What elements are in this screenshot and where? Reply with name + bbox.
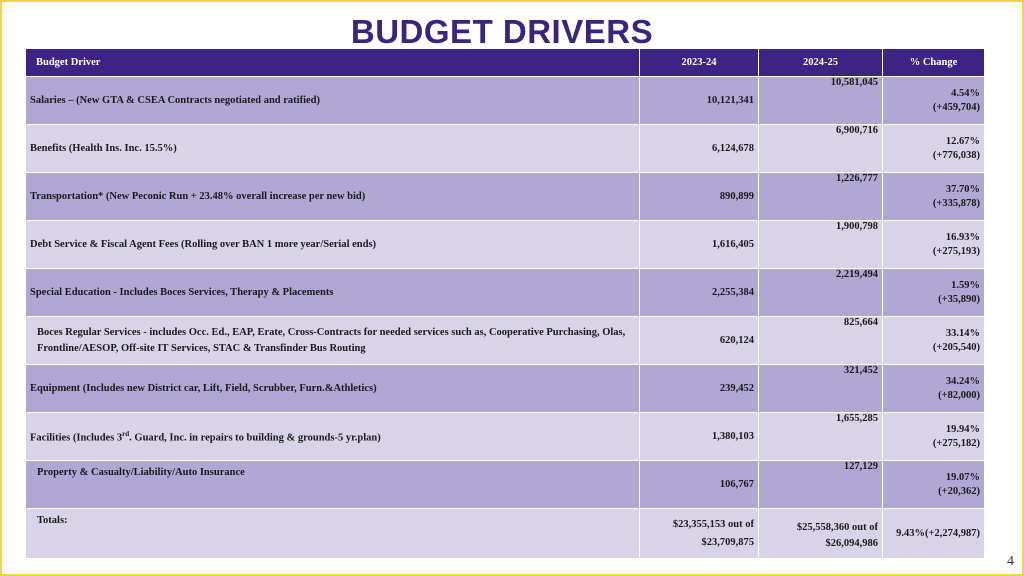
header-2023-24: 2023-24 [640,49,759,77]
table-row [26,125,985,173]
page-number: 4 [1007,554,1014,569]
row-2024-value: 1,655,285 [759,413,883,461]
row-change [883,461,985,509]
header-percent-change: % Change [883,49,985,77]
change-percent: 12.67% [945,135,980,147]
row-2024-value: 1,226,777 [759,173,883,221]
row-change [883,173,985,221]
row-driver: Salaries – (New GTA & CSEA Contracts negotiated and ratified) [26,77,640,125]
row-driver: Transportation* (New Peconic Run + 23.48% overall increase per new bid) [26,173,640,221]
change-amount: (+82,000) [938,389,980,401]
budget-table [25,48,985,559]
change-percent: 19.07% [945,471,980,483]
change-amount: (+20,362) [938,485,980,497]
change-percent: 34.24% [945,375,980,387]
row-change [883,77,985,125]
table-row [26,461,985,509]
table-row [26,413,985,461]
row-driver: Property & Casualty/Liability/Auto Insurance [26,461,640,509]
row-2023-value: 2,255,384 [640,269,759,317]
totals-label: Totals: [26,509,640,559]
row-2023-value: 1,380,103 [640,413,759,461]
change-amount: (+275,182) [932,437,980,449]
change-amount: (+35,890) [938,293,980,305]
totals-2023 [640,509,759,559]
row-change [883,413,985,461]
header-budget-driver: Budget Driver [26,49,640,77]
change-amount: (+776,038) [932,149,980,161]
row-2024-value: 825,664 [759,317,883,365]
totals-2023-line1: $23,355,153 out of [672,518,754,530]
change-amount: (+459,704) [932,101,980,113]
row-driver [26,413,640,461]
row-2024-value: 127,129 [759,461,883,509]
row-2023-value: 106,767 [640,461,759,509]
row-change [883,317,985,365]
totals-row [26,509,985,559]
driver-text-start: Facilities (Includes 3 [30,432,123,444]
header-2024-25: 2024-25 [759,49,883,77]
row-2023-value: 1,616,405 [640,221,759,269]
row-2023-value: 6,124,678 [640,125,759,173]
totals-2024-line2: $26,094,986 [825,538,878,549]
table-row [26,317,985,365]
page-title: BUDGET DRIVERS [350,13,654,50]
change-percent: 37.70% [945,183,980,195]
row-2024-value: 1,900,798 [759,221,883,269]
table-row [26,77,985,125]
totals-2023-line2: $23,709,875 [701,536,754,548]
change-percent: 33.14% [945,327,980,339]
row-change [883,269,985,317]
row-2024-value: 10,581,045 [759,77,883,125]
row-2023-value: 10,121,341 [640,77,759,125]
table-row [26,173,985,221]
totals-change: 9.43%(+2,274,987) [883,509,985,559]
driver-text-end: . Guard, Inc. in repairs to building & grounds-5 yr.plan) [129,432,381,444]
row-change [883,125,985,173]
totals-2024 [759,509,883,559]
ordinal-suffix: rd [122,430,130,439]
row-driver: Special Education - Includes Boces Services, Therapy & Placements [26,269,640,317]
row-change [883,365,985,413]
row-2023-value: 890,899 [640,173,759,221]
row-driver: Boces Regular Services - includes Occ. Ed., EAP, Erate, Cross-Contracts for needed services such as, Cooperative Purchasing, Olas, Frontline/AESOP, Off-site IT Services, STAC & Transfinder Bus Routing [26,317,640,365]
totals-2024-line1: $25,558,360 out of [796,522,878,533]
table-row [26,365,985,413]
change-percent: 1.59% [951,279,980,291]
row-2023-value: 620,124 [640,317,759,365]
row-2023-value: 239,452 [640,365,759,413]
row-driver: Debt Service & Fiscal Agent Fees (Rolling over BAN 1 more year/Serial ends) [26,221,640,269]
row-change [883,221,985,269]
table-row [26,221,985,269]
change-amount: (+275,193) [932,245,980,257]
row-2024-value: 2,219,494 [759,269,883,317]
row-2024-value: 321,452 [759,365,883,413]
change-percent: 16.93% [945,231,980,243]
row-2024-value: 6,900,716 [759,125,883,173]
change-amount: (+205,540) [932,341,980,353]
row-driver: Equipment (Includes new District car, Lift, Field, Scrubber, Furn.&Athletics) [26,365,640,413]
table-header-row [26,49,985,77]
change-amount: (+335,878) [932,197,980,209]
row-driver: Benefits (Health Ins. Inc. 15.5%) [26,125,640,173]
change-percent: 4.54% [951,87,980,99]
table-row [26,269,985,317]
change-percent: 19.94% [945,423,980,435]
